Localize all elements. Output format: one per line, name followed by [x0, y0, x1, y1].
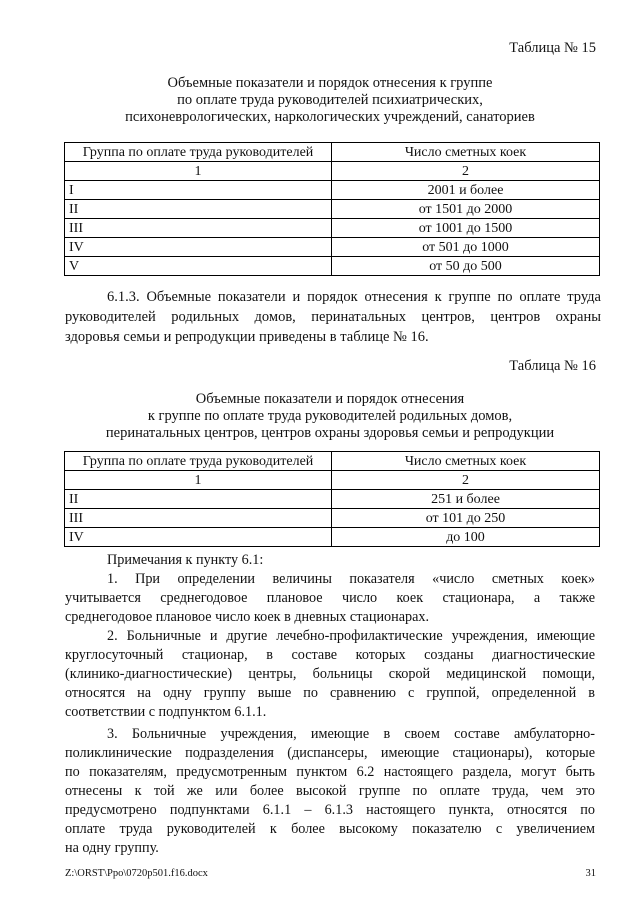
group-cell: IV — [65, 528, 332, 547]
note-line: среднегодовое плановое число коек в дневных стационарах. — [65, 609, 430, 625]
beds-cell: 2001 и более — [332, 181, 600, 200]
header-beds: Число сметных коек — [332, 143, 600, 162]
table-row — [65, 200, 600, 219]
paragraph-6-1-3 — [65, 287, 601, 347]
note-1 — [65, 570, 595, 627]
notes-section — [65, 551, 595, 858]
group-cell: IV — [65, 238, 332, 257]
table-row — [65, 219, 600, 238]
header-group: Группа по оплате труда руководителей — [65, 143, 332, 162]
beds-cell: от 50 до 500 — [332, 257, 600, 276]
header-group: Группа по оплате труда руководителей — [65, 452, 332, 471]
beds-cell: от 101 до 250 — [332, 509, 600, 528]
note-2 — [65, 627, 595, 722]
paragraph-line: руководителей родильных домов, перинатальных центров, центров охраны — [65, 309, 601, 325]
header-beds: Число сметных коек — [332, 452, 600, 471]
table-header-row — [65, 452, 600, 471]
beds-cell: 251 и более — [332, 490, 600, 509]
table15 — [64, 142, 600, 276]
table-row — [65, 257, 600, 276]
notes-heading: Примечания к пункту 6.1: — [107, 552, 264, 568]
table-row — [65, 238, 600, 257]
table15-title-line: по оплате труда руководителей психиатрических, — [177, 92, 483, 108]
table-row — [65, 528, 600, 547]
table16-caption: Таблица № 16 — [509, 358, 596, 374]
beds-cell: от 501 до 1000 — [332, 238, 600, 257]
paragraph-line: здоровья семьи и репродукции приведены в таблице № 16. — [65, 329, 429, 345]
note-line: на одну группу. — [65, 840, 159, 856]
table-row — [65, 490, 600, 509]
beds-cell: от 1001 до 1500 — [332, 219, 600, 238]
note-line: 3. Больничные учреждения, имеющие в своем составе амбулаторно- — [107, 726, 595, 742]
column-number: 1 — [65, 471, 332, 490]
table-number-row — [65, 162, 600, 181]
column-number: 1 — [65, 162, 332, 181]
column-number: 2 — [332, 162, 600, 181]
paragraph-line: 6.1.3. Объемные показатели и порядок отнесения к группе по оплате труда — [107, 289, 601, 305]
table16 — [64, 451, 600, 547]
footer-page-number: 31 — [585, 868, 596, 879]
group-cell: III — [65, 219, 332, 238]
table16-title-line: перинатальных центров, центров охраны здоровья семьи и репродукции — [105, 425, 555, 441]
table15-title — [60, 75, 600, 126]
note-line: оплате труда руководителей к более высокому показателю с увеличением — [65, 821, 595, 837]
beds-cell: от 1501 до 2000 — [332, 200, 600, 219]
note-line: круглосуточный стационар, в составе которых созданы диагностические — [65, 647, 595, 663]
group-cell: V — [65, 257, 332, 276]
table15-caption: Таблица № 15 — [509, 40, 596, 56]
group-cell: II — [65, 200, 332, 219]
group-cell: I — [65, 181, 332, 200]
table15-title-line: Объемные показатели и порядок отнесения к группе — [167, 75, 493, 91]
table-header-row — [65, 143, 600, 162]
beds-cell: до 100 — [332, 528, 600, 547]
note-line: соответствии с подпунктом 6.1.1. — [65, 704, 267, 720]
note-line: учитывается среднегодовое плановое число коек стационара, а также — [65, 590, 595, 606]
note-line: поликлинические подразделения (диспансеры, имеющие стационары), которые — [65, 745, 595, 761]
table-row — [65, 181, 600, 200]
table16-title-line: Объемные показатели и порядок отнесения — [195, 391, 465, 407]
table15-title-line: психоневрологических, наркологических учреждений, санаториев — [125, 109, 535, 125]
note-line: предусмотрено подпунктами 6.1.1 – 6.1.3 настоящего пункта, относятся по — [65, 802, 595, 818]
table-number-row — [65, 471, 600, 490]
table16-title — [60, 391, 600, 442]
table16-title-line: к группе по оплате труда руководителей родильных домов, — [147, 408, 513, 424]
note-line: по показателям, предусмотренным пунктом 6.2 настоящего раздела, могут быть — [65, 764, 595, 780]
note-line: (клинико-диагностические) центры, больницы скорой медицинской помощи, — [65, 666, 595, 682]
table-row — [65, 509, 600, 528]
footer-file-path: Z:\ORST\Ppo\0720p501.f16.docx — [65, 868, 208, 879]
note-line: относятся на одну группу выше по сравнению с группой, определенной в — [65, 685, 595, 701]
group-cell: III — [65, 509, 332, 528]
column-number: 2 — [332, 471, 600, 490]
note-line: отнесены к той же или более высокой группе по оплате труда, чем это — [65, 783, 595, 799]
note-line: 2. Больничные и другие лечебно-профилактические учреждения, имеющие — [107, 628, 595, 644]
group-cell: II — [65, 490, 332, 509]
note-3 — [65, 725, 595, 858]
note-line: 1. При определении величины показателя «число сметных коек» — [107, 571, 595, 587]
